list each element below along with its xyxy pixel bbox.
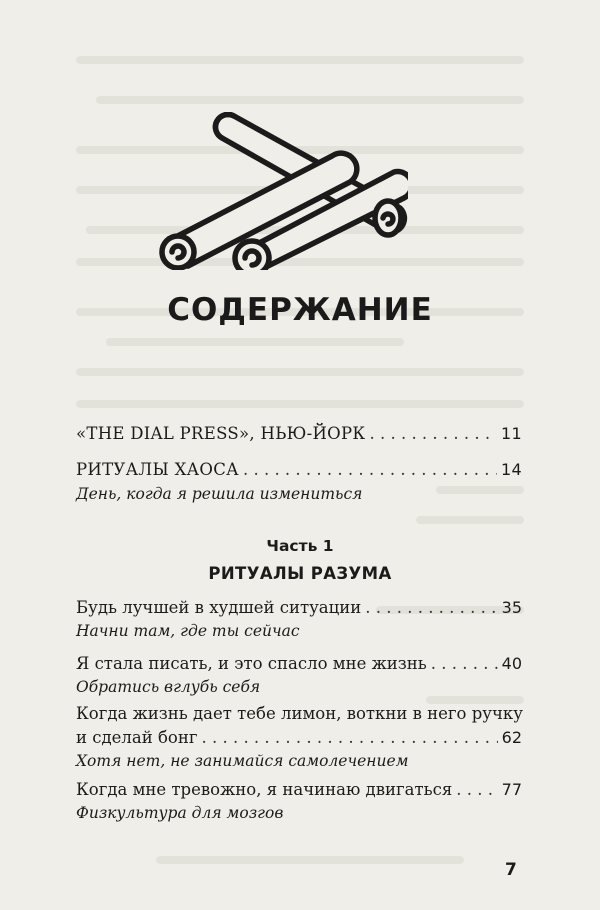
toc-entry-chapter-1[interactable] [76,598,522,617]
toc-entry-label: Будь лучшей в худшей ситуации [76,598,362,617]
toc-page-number: 11 [501,424,522,443]
leader-dots [201,728,497,747]
toc-entry-chapter-4[interactable] [76,780,522,799]
toc-entry-label: и сделай бонг [76,728,198,747]
toc-entry-subtitle: День, когда я решила измениться [76,485,363,503]
toc-page-number: 77 [501,780,522,799]
page-number: 7 [505,860,517,880]
leader-dots [369,424,497,443]
toc-page-number: 62 [501,728,522,747]
toc-entry-chapter-3-line1[interactable]: Когда жизнь дает тебе лимон, воткни в него ручку [76,704,523,723]
part-label: Часть 1 [266,537,334,555]
leader-dots [243,460,497,479]
crossed-logs-icon [150,112,408,270]
toc-page-number: 14 [501,460,522,479]
toc-entry-dial-press[interactable] [76,424,522,443]
toc-entry-subtitle: Хотя нет, не занимайся самолечением [76,752,409,770]
toc-entry-chapter-3[interactable] [76,728,522,747]
toc-entry-subtitle: Начни там, где ты сейчас [76,622,300,640]
leader-dots [431,654,498,673]
contents-title: СОДЕРЖАНИЕ [167,292,433,328]
leader-dots [365,598,497,617]
part-title: РИТУАЛЫ РАЗУМА [208,564,392,583]
toc-entry-subtitle: Обратись вглубь себя [76,678,261,696]
toc-entry-label: «THE DIAL PRESS», НЬЮ-ЙОРК [76,424,366,443]
toc-entry-label: Я стала писать, и это спасло мне жизнь [76,654,427,673]
toc-entry-rituals-chaos[interactable] [76,460,522,479]
toc-page-number: 35 [501,598,522,617]
toc-page-number: 40 [501,654,522,673]
toc-entry-chapter-2[interactable] [76,654,522,673]
leader-dots [456,780,497,799]
toc-entry-label: Когда мне тревожно, я начинаю двигаться [76,780,453,799]
toc-entry-subtitle: Физкультура для мозгов [76,804,284,822]
toc-entry-label: РИТУАЛЫ ХАОСА [76,460,239,479]
